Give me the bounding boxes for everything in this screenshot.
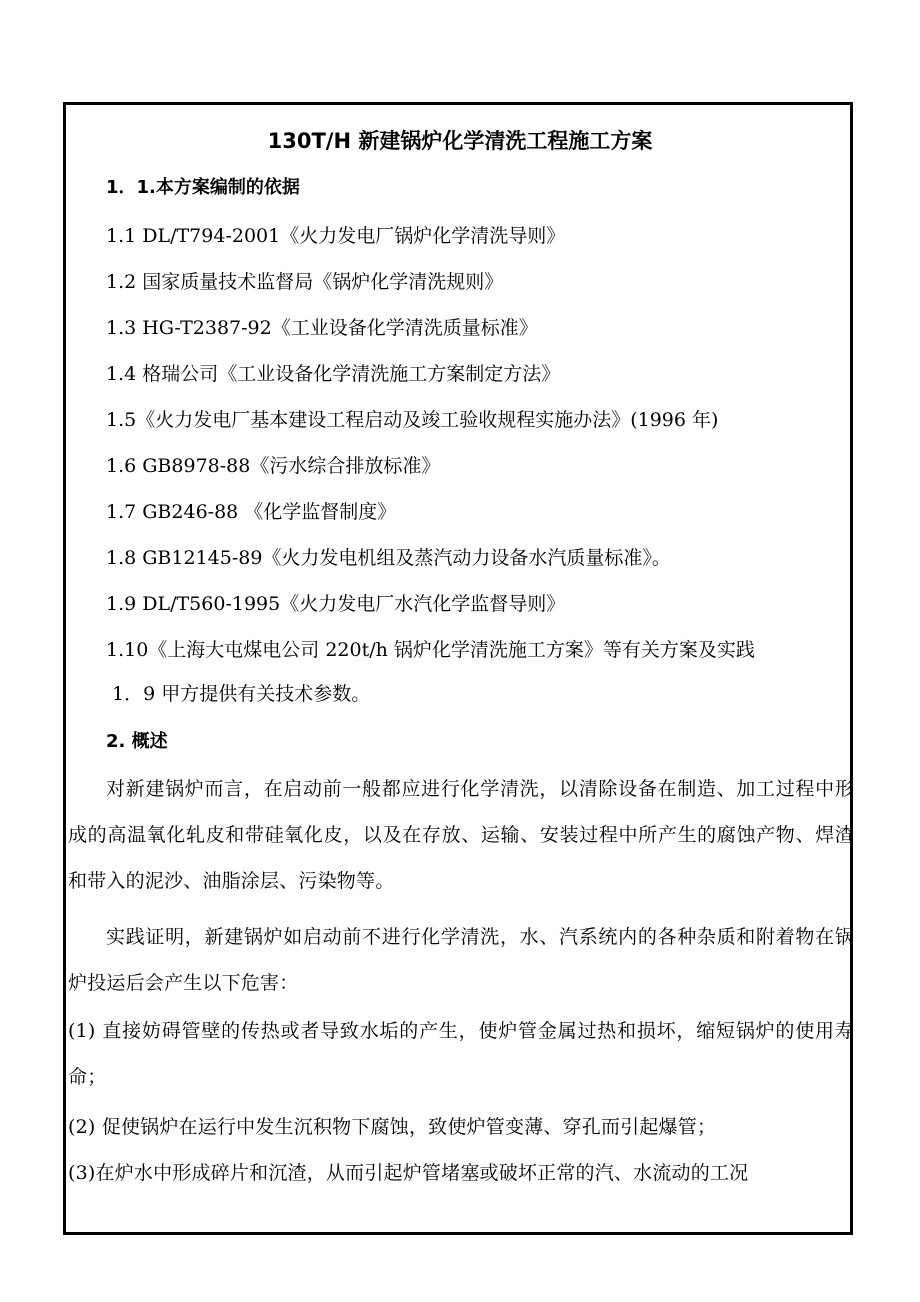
overview-paragraph-1: 对新建锅炉而言，在启动前一般都应进行化学清洗，以清除设备在制造、加工过程中形成的高温氧化轧皮和带硅氧化皮，以及在存放、运输、安装过程中所产生的腐蚀产物、焊渣和带入的泥沙、油脂涂层、污染物等。 xyxy=(68,778,854,892)
hazard-item-1: (1) 直接妨碍管壁的传热或者导致水垢的产生，使炉管金属过热和损坏，缩短锅炉的使用寿命； xyxy=(68,1020,854,1088)
reference-item-9: 1.9 DL/T560-1995《火力发电厂水汽化学监督导则》 xyxy=(106,593,566,615)
section1-heading: 1．1.本方案编制的依据 xyxy=(106,177,300,198)
section2-heading: 2. 概述 xyxy=(106,731,168,752)
reference-item-3: 1.3 HG-T2387-92《工业设备化学清洗质量标准》 xyxy=(106,317,538,339)
document-title: 130T/H 新建锅炉化学清洗工程施工方案 xyxy=(267,129,653,153)
reference-item-11: 1．9 甲方提供有关技术参数。 xyxy=(112,683,371,705)
hazard-item-3: (3)在炉水中形成碎片和沉渣，从而引起炉管堵塞或破坏正常的汽、水流动的工况 xyxy=(68,1162,749,1184)
reference-item-4: 1.4 格瑞公司《工业设备化学清洗施工方案制定方法》 xyxy=(106,363,561,385)
reference-item-10: 1.10《上海大屯煤电公司 220t/h 锅炉化学清洗施工方案》等有关方案及实践 xyxy=(106,639,755,661)
reference-item-6: 1.6 GB8978-88《污水综合排放标准》 xyxy=(106,455,441,477)
reference-item-7: 1.7 GB246-88 《化学监督制度》 xyxy=(106,501,397,523)
reference-item-2: 1.2 国家质量技术监督局《锅炉化学清洗规则》 xyxy=(106,271,504,293)
reference-item-1: 1.1 DL/T794-2001《火力发电厂锅炉化学清洗导则》 xyxy=(106,225,566,247)
hazard-item-2: (2) 促使锅炉在运行中发生沉积物下腐蚀，致使炉管变薄、穿孔而引起爆管； xyxy=(68,1116,717,1138)
reference-item-8: 1.8 GB12145-89《火力发电机组及蒸汽动力设备水汽质量标准》。 xyxy=(106,547,671,569)
reference-item-5: 1.5《火力发电厂基本建设工程启动及竣工验收规程实施办法》(1996 年) xyxy=(106,409,719,431)
overview-paragraph-2: 实践证明，新建锅炉如启动前不进行化学清洗，水、汽系统内的各种杂质和附着物在锅炉投运后会产生以下危害： xyxy=(68,926,854,994)
